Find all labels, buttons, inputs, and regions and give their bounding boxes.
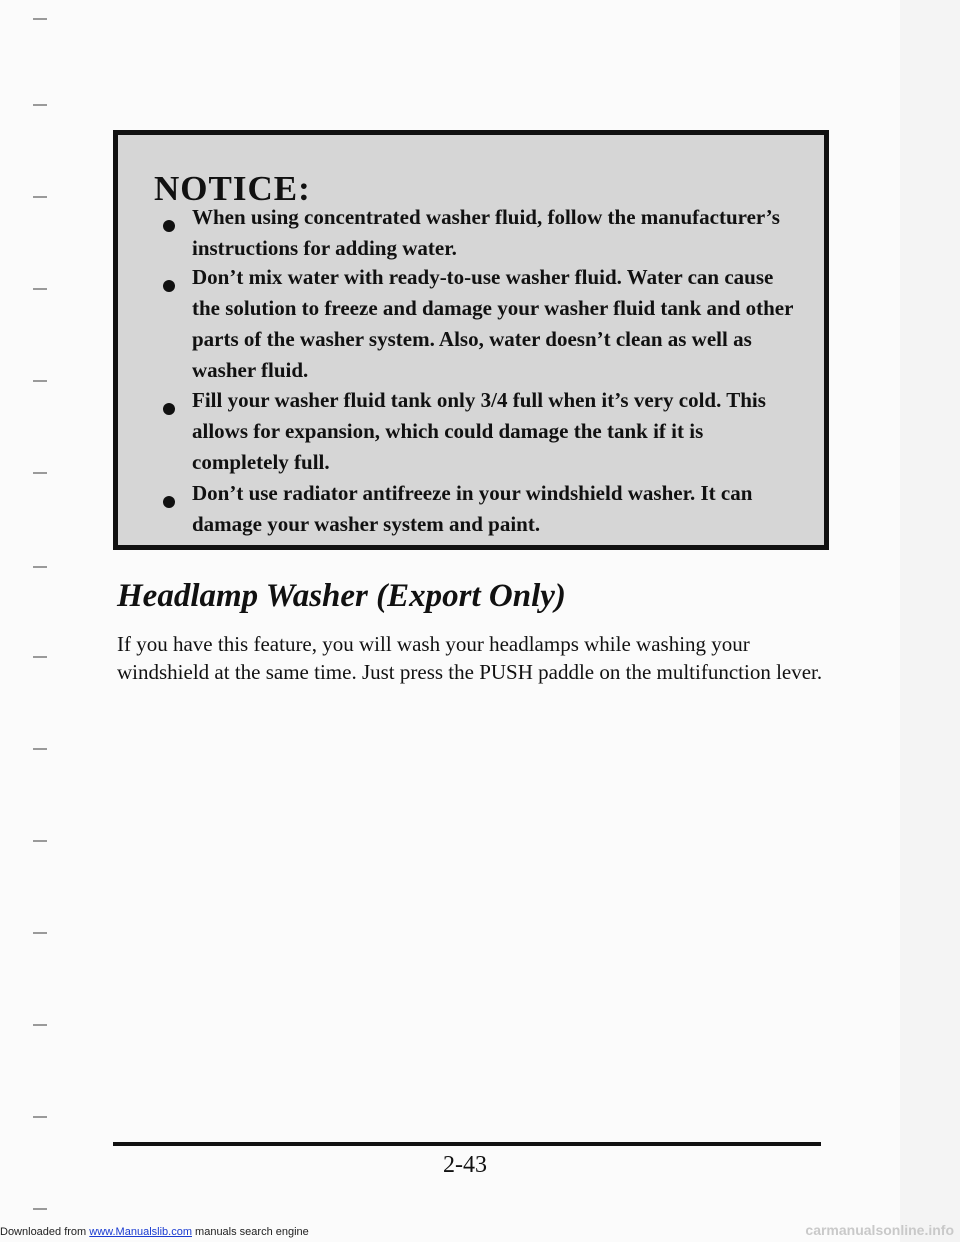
margin-tick [33, 288, 47, 290]
notice-bullet: When using concentrated washer fluid, follow the manufacturer’s instructions for adding water. [192, 205, 780, 260]
manualslib-link[interactable]: www.Manualslib.com [89, 1226, 192, 1238]
margin-tick [33, 472, 47, 474]
margin-tick [33, 1116, 47, 1118]
margin-tick [33, 840, 47, 842]
margin-tick [33, 1024, 47, 1026]
footer-prefix: Downloaded from [0, 1226, 90, 1238]
notice-bullet: Fill your washer fluid tank only 3/4 full when it’s very cold. This allows for expansion, which could damage the tank if it is completely full. [192, 388, 766, 474]
body-paragraph: If you have this feature, you will wash your headlamps while washing your windshield at the same time. Just press the PUSH paddle on the multifunction lever. [117, 632, 823, 684]
section-heading: Headlamp Washer (Export Only) [117, 578, 566, 614]
download-footer [0, 1226, 309, 1238]
bullet-icon [163, 220, 175, 232]
margin-tick [33, 1208, 47, 1210]
margin-tick [33, 196, 47, 198]
footer-suffix: manuals search engine [191, 1226, 309, 1238]
margin-tick [33, 932, 47, 934]
margin-tick [33, 748, 47, 750]
notice-bullet: Don’t mix water with ready-to-use washer fluid. Water can cause the solution to freeze and damage your washer fluid tank and other parts of the washer system. Also, water doesn’t clean as well as washer fluid. [192, 265, 794, 382]
margin-tick [33, 566, 47, 568]
notice-box [113, 130, 829, 550]
watermark: carmanualsonline.info [805, 1222, 954, 1238]
footer-rule [113, 1142, 821, 1146]
bullet-icon [163, 280, 175, 292]
page-number: 2-43 [443, 1152, 487, 1178]
margin-tick [33, 104, 47, 106]
margin-tick [33, 18, 47, 20]
page-edge-shade [900, 0, 960, 1242]
bullet-icon [163, 403, 175, 415]
notice-bullet: Don’t use radiator antifreeze in your windshield washer. It can damage your washer system and paint. [192, 481, 753, 536]
notice-title: NOTICE: [154, 169, 311, 208]
margin-tick [33, 380, 47, 382]
bullet-icon [163, 496, 175, 508]
margin-tick [33, 656, 47, 658]
